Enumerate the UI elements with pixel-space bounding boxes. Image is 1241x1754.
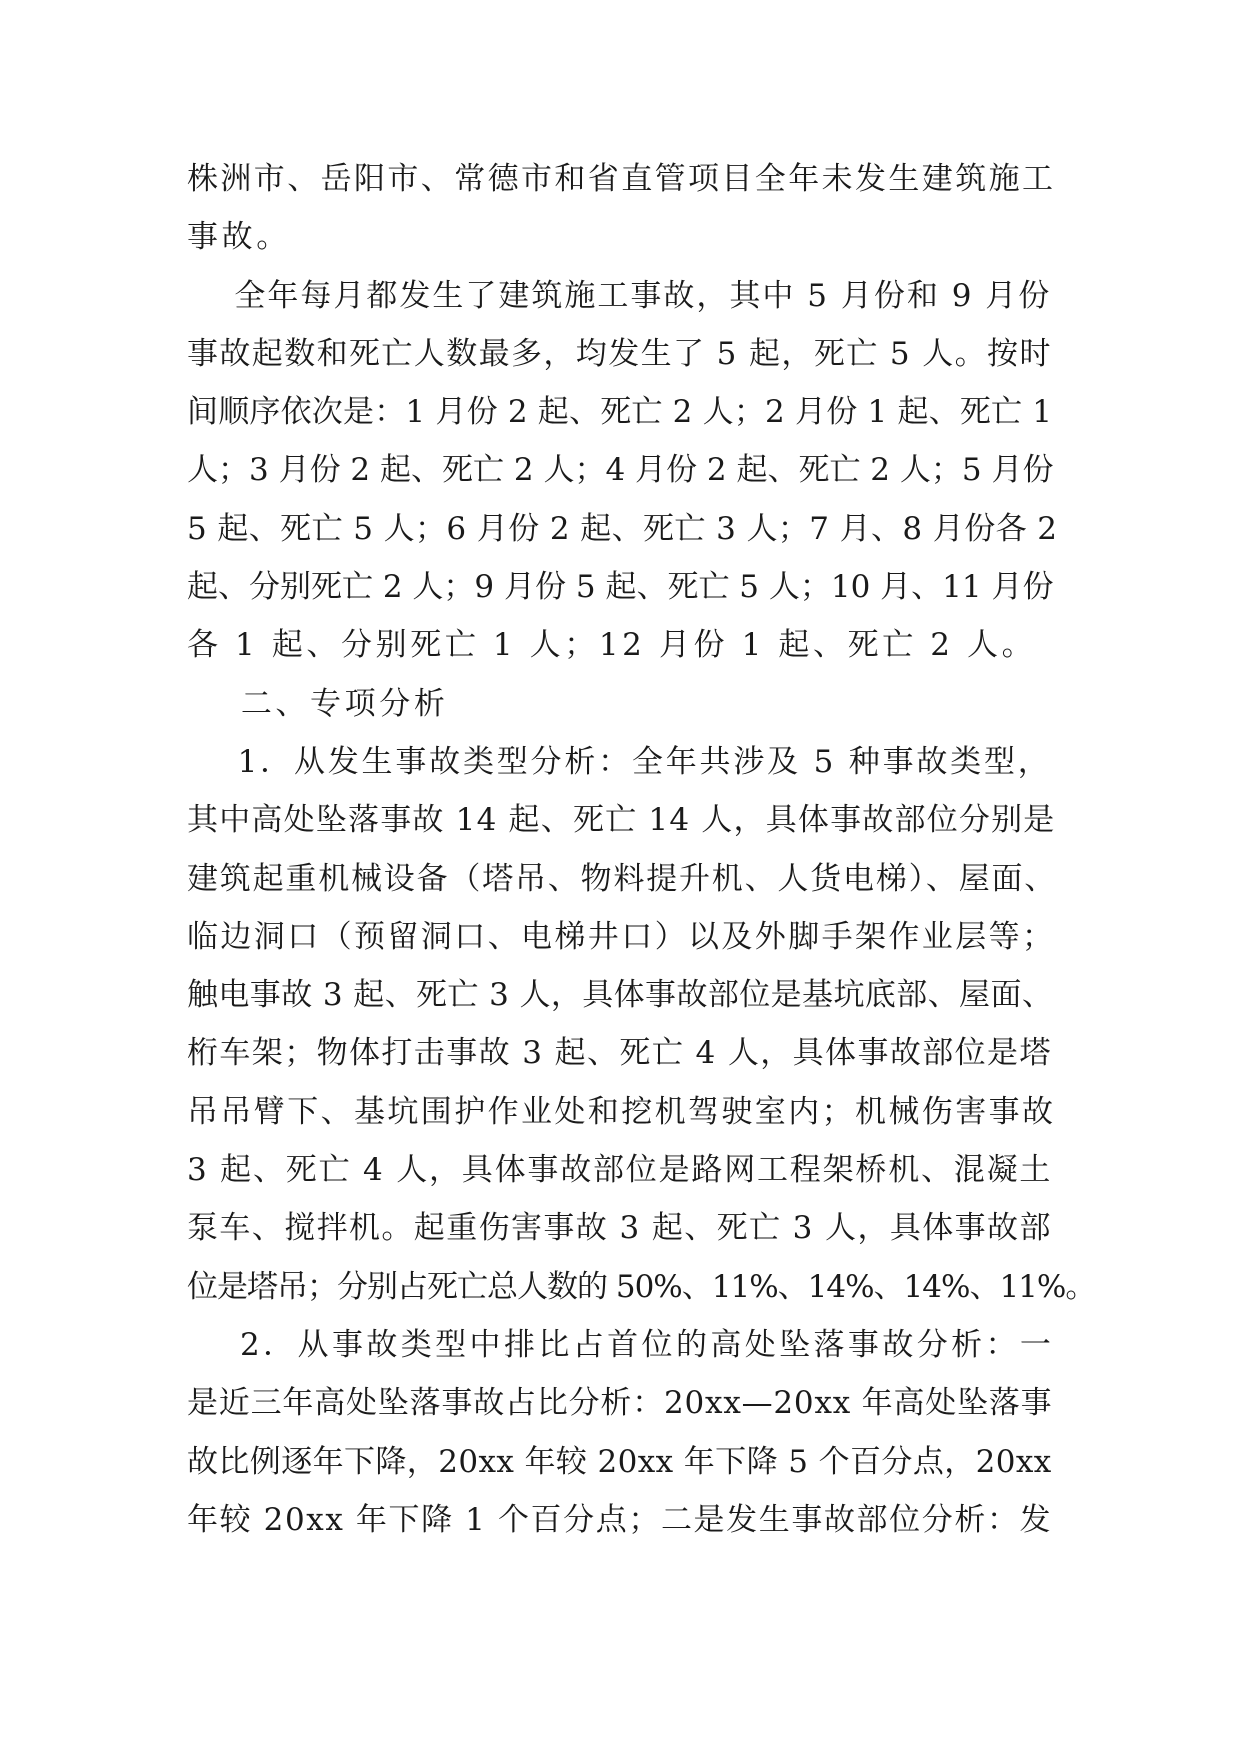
text-line: 泵车、搅拌机。起重伤害事故 3 起、死亡 3 人，具体事故部 <box>187 1210 1052 1247</box>
text-line: 起、分别死亡 2 人；9 月份 5 起、死亡 5 人；10 月、11 月份 <box>187 569 1054 606</box>
text-line: 是近三年高处坠落事故占比分析：20xx—20xx 年高处坠落事 <box>187 1385 1053 1422</box>
text-line: 5 起、死亡 5 人；6 月份 2 起、死亡 3 人；7 月、8 月份各 2 <box>187 510 1058 547</box>
text-line: 吊吊臂下、基坑围护作业处和挖机驾驶室内；机械伤害事故 <box>187 1093 1056 1130</box>
text-line: 间顺序依次是：1 月份 2 起、死亡 2 人；2 月份 1 起、死亡 1 <box>187 394 1053 431</box>
text-line: 1．从发生事故类型分析：全年共涉及 5 种事故类型， <box>187 743 1052 780</box>
text-line: 临边洞口（预留洞口、电梯井口）以及外脚手架作业层等； <box>187 918 1056 955</box>
text-line: 3 起、死亡 4 人，具体事故部位是路网工程架桥机、混凝土 <box>187 1152 1053 1189</box>
body-text <box>187 150 1096 1549</box>
text-line: 位是塔吊；分别占死亡总人数的 50%、11%、14%、14%、11%。 <box>187 1268 1096 1305</box>
text-line: 建筑起重机械设备（塔吊、物料提升机、人货电梯）、屋面、 <box>187 860 1058 897</box>
text-line: 各 1 起、分别死亡 1 人；12 月份 1 起、死亡 2 人。 <box>187 627 1037 664</box>
text-line: 年较 20xx 年下降 1 个百分点；二是发生事故部位分析：发 <box>187 1501 1053 1538</box>
text-line: 故比例逐年下降，20xx 年较 20xx 年下降 5 个百分点，20xx <box>187 1443 1052 1480</box>
text-line: 触电事故 3 起、死亡 3 人，具体事故部位是基坑底部、屋面、 <box>187 977 1054 1014</box>
text-line: 桁车架；物体打击事故 3 起、死亡 4 人，具体事故部位是塔 <box>187 1035 1052 1072</box>
text-line: 其中高处坠落事故 14 起、死亡 14 人，具体事故部位分别是 <box>187 802 1056 839</box>
text-line: 事故起数和死亡人数最多，均发生了 5 起，死亡 5 人。按时 <box>187 335 1052 372</box>
text-line: 全年每月都发生了建筑施工事故，其中 5 月份和 9 月份 <box>187 277 1052 314</box>
section-heading: 二、专项分析 <box>187 685 449 722</box>
text-line: 2．从事故类型中排比占首位的高处坠落事故分析：一 <box>187 1326 1055 1363</box>
text-line: 人；3 月份 2 起、死亡 2 人；4 月份 2 起、死亡 2 人；5 月份 <box>187 452 1054 489</box>
text-line: 株洲市、岳阳市、常德市和省直管项目全年未发生建筑施工 <box>187 161 1056 197</box>
text-line: 事故。 <box>187 219 291 256</box>
